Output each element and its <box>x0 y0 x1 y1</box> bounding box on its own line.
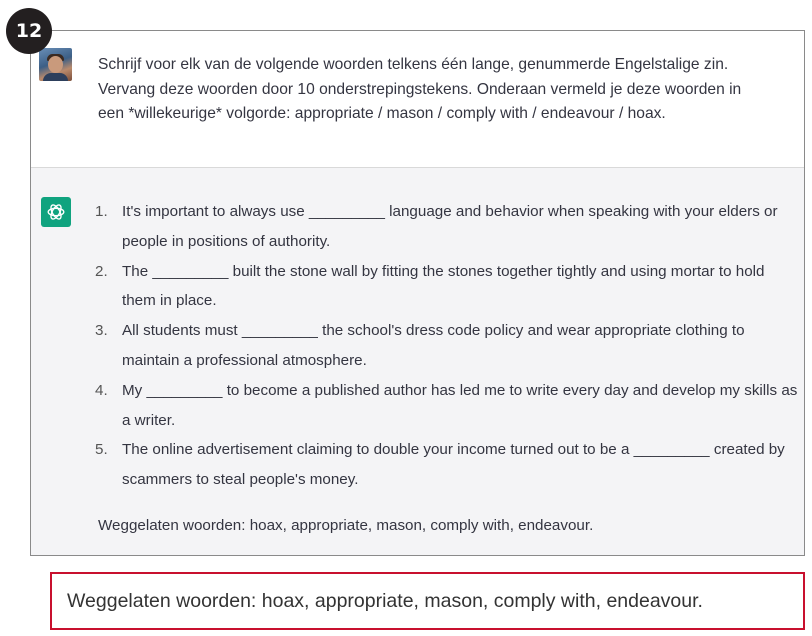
highlight-text: Weggelaten woorden: hoax, appropriate, mason, comply with, endeavour. <box>67 589 703 612</box>
item-number: 2. <box>95 262 108 280</box>
item-text: The online advertisement claiming to double your income turned out to be a _________ created by scammers to steal people's money. <box>122 441 785 489</box>
item-text: It's important to always use _________ language and behavior when speaking with your elders or people in positions of authority. <box>122 203 778 250</box>
list-item <box>95 376 800 436</box>
item-number: 4. <box>95 381 108 399</box>
item-number: 1. <box>95 203 108 220</box>
user-avatar <box>39 48 72 81</box>
item-number: 3. <box>95 322 108 340</box>
answer-list <box>95 197 800 495</box>
user-line: Vervang deze woorden door 10 onderstrepingstekens. Onderaan vermeld je deze woorden in <box>98 80 742 98</box>
figure-number-badge: 12 <box>6 8 52 54</box>
highlight-callout <box>50 572 805 630</box>
user-line: Schrijf voor elk van de volgende woorden telkens één lange, genummerde Engelstalige zin. <box>98 56 729 73</box>
user-message <box>31 31 804 168</box>
omitted-words-line: Weggelaten woorden: hoax, appropriate, mason, comply with, endeavour. <box>98 517 594 534</box>
item-text: My _________ to become a published author has led me to write every day and develop my skills as a writer. <box>122 381 798 429</box>
chatgpt-logo-icon <box>41 197 71 227</box>
list-item <box>95 197 800 257</box>
item-text: The _________ built the stone wall by fitting the stones together tightly and using mortar to hold them in place. <box>122 262 765 310</box>
item-number: 5. <box>95 441 108 459</box>
user-message-text <box>98 53 798 127</box>
assistant-message <box>31 168 804 555</box>
list-item <box>95 257 800 317</box>
list-item <box>95 435 800 495</box>
list-item <box>95 316 800 376</box>
item-text: All students must _________ the school's dress code policy and wear appropriate clothing to maintain a professional atmosphere. <box>122 322 745 369</box>
user-line: een *willekeurige* volgorde: appropriate / mason / comply with / endeavour / hoax. <box>98 105 666 122</box>
conversation-frame <box>30 30 805 556</box>
